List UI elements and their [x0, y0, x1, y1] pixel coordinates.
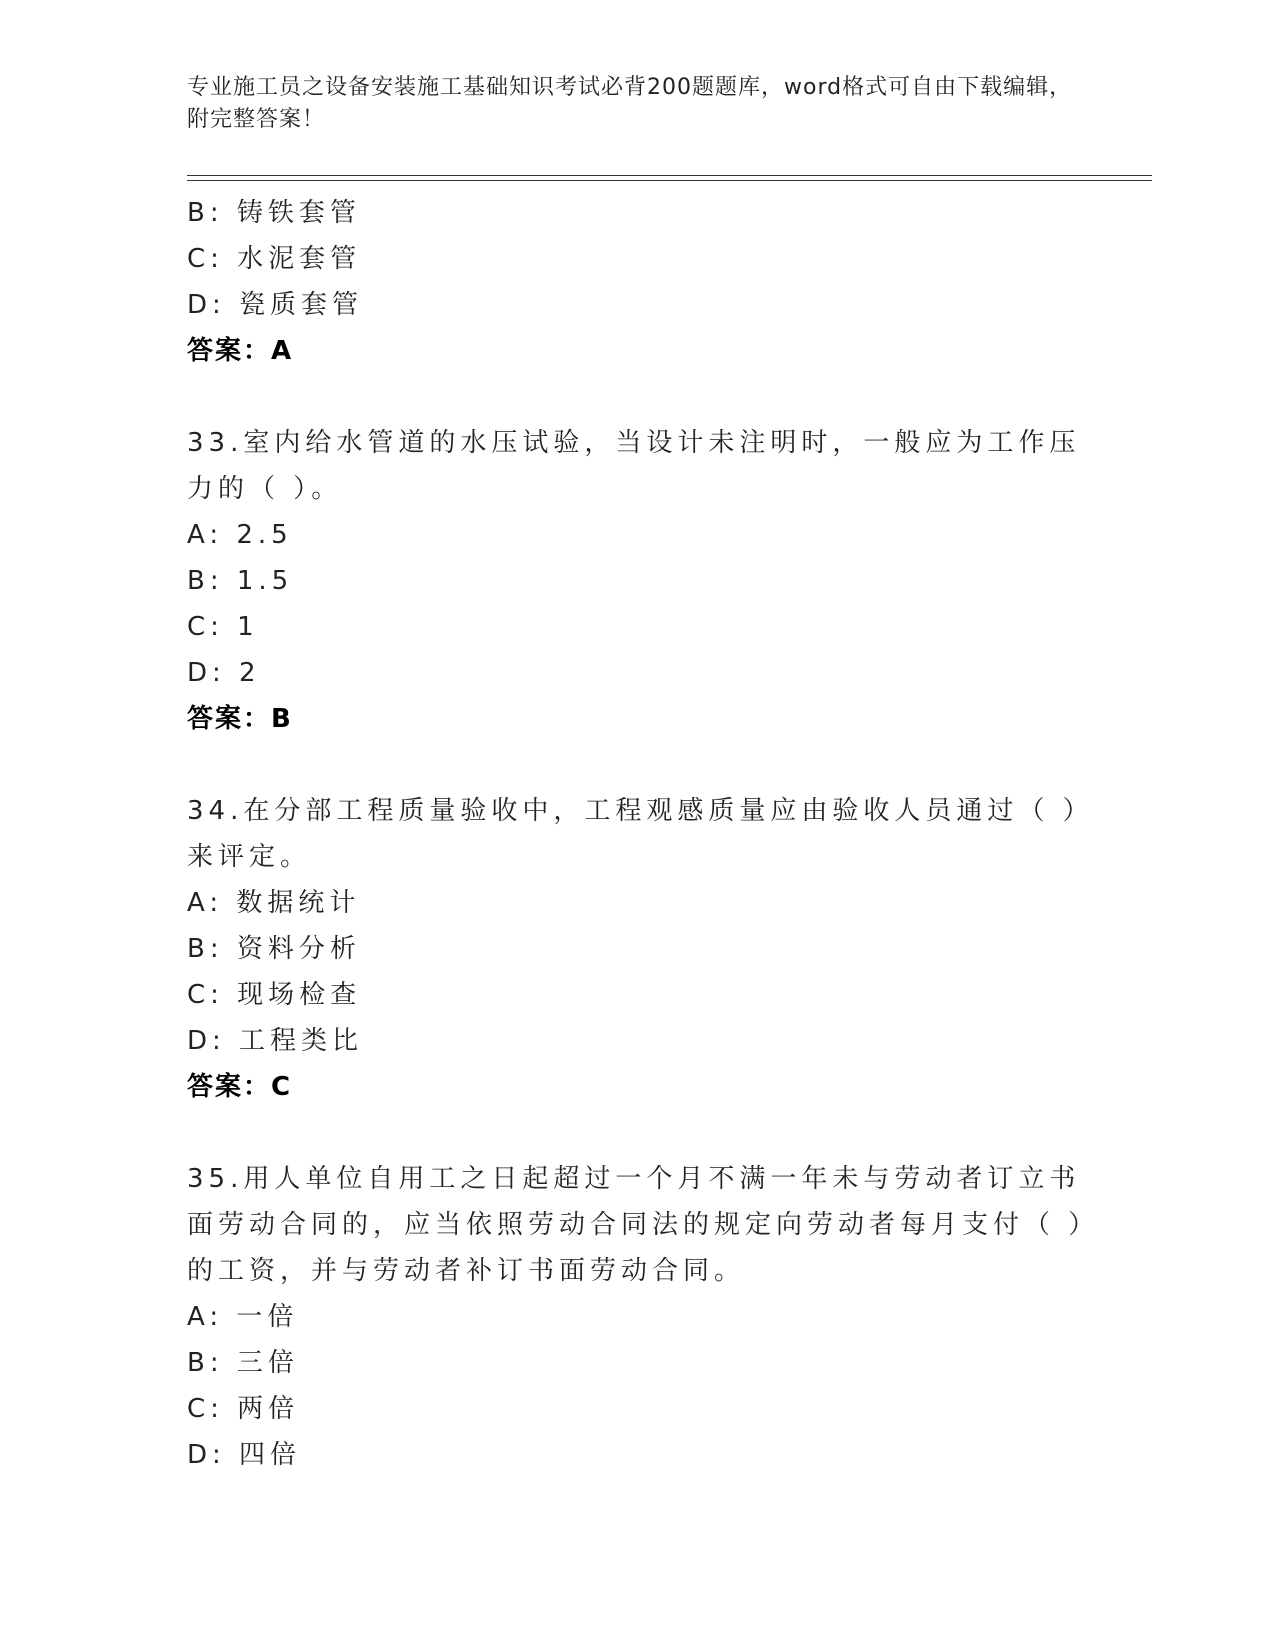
option-d: D: 四倍 [187, 1440, 302, 1470]
question-list [187, 190, 1087, 1478]
question-32-block [187, 190, 1087, 374]
header-divider-bottom [187, 180, 1152, 181]
answer-line: 答案：A [187, 336, 294, 366]
question-33-block [187, 420, 1087, 742]
document-header-title: 专业施工员之设备安装施工基础知识考试必背200题题库，word格式可自由下载编辑，附完整答案！ [187, 75, 1073, 132]
option-b: B: 资料分析 [187, 934, 361, 964]
option-a: A: 一倍 [187, 1302, 299, 1332]
header-divider-top [187, 175, 1152, 176]
question-stem: 34.在分部工程质量验收中，工程观感质量应由验收人员通过（ ）来评定。 [187, 796, 1081, 872]
spacer [187, 374, 1087, 420]
option-b: B: 1.5 [187, 566, 294, 596]
spacer [187, 1110, 1087, 1156]
option-c: C: 水泥套管 [187, 244, 362, 274]
question-stem: 33.室内给水管道的水压试验，当设计未注明时，一般应为工作压力的（ ）。 [187, 428, 1081, 504]
option-a: A: 数据统计 [187, 888, 361, 918]
answer-line: 答案：B [187, 704, 293, 734]
option-a: A: 2.5 [187, 520, 293, 550]
option-d: D: 工程类比 [187, 1026, 364, 1056]
question-34-block [187, 788, 1087, 1110]
answer-line: 答案：C [187, 1072, 293, 1102]
question-35-block [187, 1156, 1087, 1478]
spacer [187, 742, 1087, 788]
option-d: D: 瓷质套管 [187, 290, 364, 320]
option-b: B: 三倍 [187, 1348, 299, 1378]
option-c: C: 两倍 [187, 1394, 300, 1424]
option-c: C: 1 [187, 612, 259, 642]
option-b: B: 铸铁套管 [187, 198, 361, 228]
question-stem: 35.用人单位自用工之日起超过一个月不满一年未与劳动者订立书面劳动合同的，应当依照劳动合同法的规定向劳动者每月支付（ ）的工资，并与劳动者补订书面劳动合同。 [187, 1164, 1087, 1286]
option-c: C: 现场检查 [187, 980, 362, 1010]
option-d: D: 2 [187, 658, 261, 688]
